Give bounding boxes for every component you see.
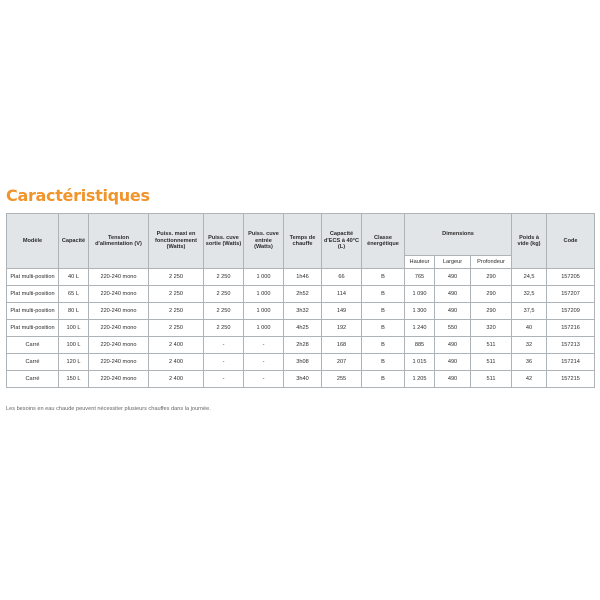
header-capacite: Capacité [59, 214, 89, 269]
cell-capacite: 150 L [59, 371, 89, 388]
cell-puiss-maxi: 2 400 [149, 337, 204, 354]
cell-puiss-maxi: 2 250 [149, 320, 204, 337]
cell-hauteur: 1 090 [405, 286, 435, 303]
cell-tension: 220-240 mono [89, 269, 149, 286]
cell-puiss-sortie: 2 250 [204, 286, 244, 303]
cell-poids: 32,5 [512, 286, 547, 303]
cell-capacite: 40 L [59, 269, 89, 286]
header-ecs: Capacité d'ECS à 40°C (L) [322, 214, 362, 269]
cell-puiss-sortie: - [204, 337, 244, 354]
cell-puiss-maxi: 2 400 [149, 371, 204, 388]
cell-tension: 220-240 mono [89, 303, 149, 320]
cell-hauteur: 885 [405, 337, 435, 354]
cell-profondeur: 320 [471, 320, 512, 337]
table-row [7, 303, 595, 320]
cell-modele: Plat multi-position [7, 303, 59, 320]
cell-ecs: 149 [322, 303, 362, 320]
cell-code: 157213 [547, 337, 595, 354]
cell-hauteur: 1 205 [405, 371, 435, 388]
cell-puiss-entree: - [244, 354, 284, 371]
cell-capacite: 120 L [59, 354, 89, 371]
table-body [7, 269, 595, 388]
cell-puiss-maxi: 2 250 [149, 303, 204, 320]
cell-puiss-maxi: 2 400 [149, 354, 204, 371]
header-largeur: Largeur [435, 256, 471, 269]
header-puiss-entree: Puiss. cuve entrée (Watts) [244, 214, 284, 269]
cell-ecs: 168 [322, 337, 362, 354]
cell-classe: B [362, 286, 405, 303]
cell-puiss-sortie: 2 250 [204, 269, 244, 286]
cell-profondeur: 511 [471, 354, 512, 371]
cell-puiss-entree: - [244, 337, 284, 354]
cell-temps: 3h40 [284, 371, 322, 388]
cell-profondeur: 290 [471, 286, 512, 303]
cell-modele: Plat multi-position [7, 269, 59, 286]
cell-modele: Plat multi-position [7, 286, 59, 303]
cell-largeur: 490 [435, 354, 471, 371]
header-code: Code [547, 214, 595, 269]
cell-puiss-entree: 1 000 [244, 320, 284, 337]
cell-capacite: 65 L [59, 286, 89, 303]
cell-temps: 3h08 [284, 354, 322, 371]
cell-largeur: 490 [435, 371, 471, 388]
cell-modele: Carré [7, 371, 59, 388]
cell-code: 157205 [547, 269, 595, 286]
cell-capacite: 100 L [59, 337, 89, 354]
cell-ecs: 255 [322, 371, 362, 388]
cell-classe: B [362, 354, 405, 371]
cell-capacite: 100 L [59, 320, 89, 337]
cell-modele: Carré [7, 354, 59, 371]
header-puiss-maxi: Puiss. maxi en fonctionnement (Watts) [149, 214, 204, 269]
cell-puiss-entree: 1 000 [244, 269, 284, 286]
cell-code: 157216 [547, 320, 595, 337]
cell-puiss-sortie: 2 250 [204, 303, 244, 320]
header-profondeur: Profondeur [471, 256, 512, 269]
cell-temps: 2h52 [284, 286, 322, 303]
header-tension: Tension d'alimentation (V) [89, 214, 149, 269]
cell-poids: 40 [512, 320, 547, 337]
table-row [7, 320, 595, 337]
section-title: Caractéristiques [6, 186, 150, 205]
cell-classe: B [362, 269, 405, 286]
cell-code: 157207 [547, 286, 595, 303]
table-row [7, 371, 595, 388]
cell-largeur: 550 [435, 320, 471, 337]
cell-classe: B [362, 320, 405, 337]
header-classe: Classe énergétique [362, 214, 405, 269]
cell-puiss-entree: - [244, 371, 284, 388]
cell-poids: 24,5 [512, 269, 547, 286]
cell-classe: B [362, 371, 405, 388]
cell-ecs: 114 [322, 286, 362, 303]
cell-ecs: 66 [322, 269, 362, 286]
specifications-table [6, 213, 595, 388]
cell-modele: Carré [7, 337, 59, 354]
cell-code: 157215 [547, 371, 595, 388]
cell-puiss-sortie: - [204, 354, 244, 371]
cell-poids: 37,5 [512, 303, 547, 320]
cell-hauteur: 1 015 [405, 354, 435, 371]
header-poids: Poids à vide (kg) [512, 214, 547, 269]
cell-temps: 1h46 [284, 269, 322, 286]
cell-modele: Plat multi-position [7, 320, 59, 337]
cell-temps: 4h25 [284, 320, 322, 337]
table-row [7, 286, 595, 303]
cell-poids: 36 [512, 354, 547, 371]
table-row [7, 269, 595, 286]
cell-classe: B [362, 337, 405, 354]
header-hauteur: Hauteur [405, 256, 435, 269]
header-modele: Modèle [7, 214, 59, 269]
table-row [7, 337, 595, 354]
cell-ecs: 207 [322, 354, 362, 371]
cell-largeur: 490 [435, 269, 471, 286]
cell-code: 157209 [547, 303, 595, 320]
cell-code: 157214 [547, 354, 595, 371]
cell-profondeur: 511 [471, 337, 512, 354]
header-puiss-sortie: Puiss. cuve sortie (Watts) [204, 214, 244, 269]
cell-poids: 42 [512, 371, 547, 388]
cell-puiss-maxi: 2 250 [149, 286, 204, 303]
cell-hauteur: 1 240 [405, 320, 435, 337]
cell-puiss-maxi: 2 250 [149, 269, 204, 286]
table-row [7, 354, 595, 371]
cell-tension: 220-240 mono [89, 337, 149, 354]
cell-puiss-entree: 1 000 [244, 286, 284, 303]
cell-capacite: 80 L [59, 303, 89, 320]
footnote: Les besoins en eau chaude peuvent nécessiter plusieurs chauffes dans la journée. [6, 406, 211, 412]
cell-tension: 220-240 mono [89, 320, 149, 337]
header-temps: Temps de chauffe [284, 214, 322, 269]
cell-poids: 32 [512, 337, 547, 354]
cell-ecs: 192 [322, 320, 362, 337]
cell-puiss-sortie: 2 250 [204, 320, 244, 337]
table-header [7, 214, 595, 269]
cell-tension: 220-240 mono [89, 286, 149, 303]
cell-puiss-entree: 1 000 [244, 303, 284, 320]
cell-tension: 220-240 mono [89, 354, 149, 371]
cell-profondeur: 290 [471, 269, 512, 286]
cell-largeur: 490 [435, 303, 471, 320]
cell-hauteur: 765 [405, 269, 435, 286]
cell-puiss-sortie: - [204, 371, 244, 388]
cell-profondeur: 511 [471, 371, 512, 388]
header-dimensions: Dimensions [405, 214, 512, 256]
cell-largeur: 490 [435, 286, 471, 303]
cell-classe: B [362, 303, 405, 320]
cell-hauteur: 1 300 [405, 303, 435, 320]
cell-largeur: 490 [435, 337, 471, 354]
cell-temps: 2h28 [284, 337, 322, 354]
cell-profondeur: 290 [471, 303, 512, 320]
cell-temps: 3h32 [284, 303, 322, 320]
cell-tension: 220-240 mono [89, 371, 149, 388]
